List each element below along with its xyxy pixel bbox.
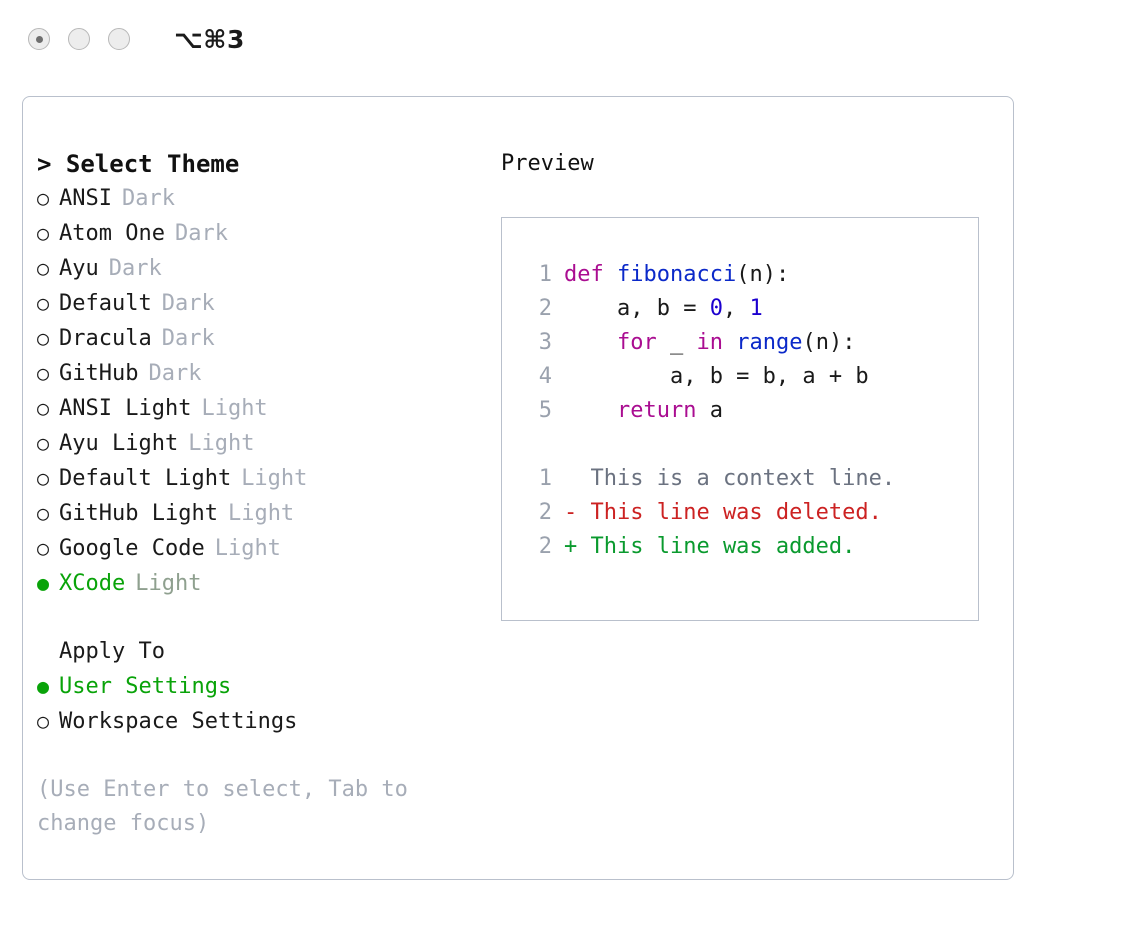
keyboard-hint: (Use Enter to select, Tab to change focus)	[37, 777, 422, 836]
code-spacer	[520, 428, 978, 462]
select-theme-heading: > Select Theme	[37, 150, 240, 178]
theme-name: ANSI	[59, 186, 112, 211]
theme-variant-tag: Dark	[108, 256, 162, 281]
theme-variant-tag: Light	[214, 536, 281, 561]
diff-sample	[520, 462, 978, 564]
code-line	[520, 292, 978, 326]
theme-list-item[interactable]	[37, 461, 487, 496]
theme-variant-tag: Light	[188, 431, 255, 456]
radio-unselected-icon: ○	[37, 256, 50, 280]
theme-variant-tag: Dark	[121, 186, 175, 211]
diff-text: This is a context line.	[564, 466, 896, 491]
theme-list-item[interactable]	[37, 531, 487, 566]
radio-unselected-icon: ○	[37, 466, 50, 490]
apply-to-option[interactable]	[37, 704, 487, 739]
radio-unselected-icon: ○	[37, 221, 50, 245]
apply-to-option[interactable]	[37, 669, 487, 704]
diff-line	[520, 462, 978, 496]
code-text: return a	[616, 398, 723, 423]
keyboard-shortcut-label: ⌥⌘3	[174, 24, 245, 54]
theme-list-item[interactable]	[37, 426, 487, 461]
radio-unselected-icon: ○	[37, 431, 50, 455]
diff-text: - This line was deleted.	[564, 500, 882, 525]
code-text: a, b = b, a + b	[564, 364, 869, 389]
radio-unselected-icon: ○	[37, 396, 50, 420]
theme-name: GitHub Light	[59, 501, 218, 526]
code-text: for _ in range(n):	[616, 330, 856, 355]
theme-variant-tag: Light	[241, 466, 308, 491]
theme-list-item[interactable]	[37, 286, 487, 321]
diff-line	[520, 496, 978, 530]
close-button[interactable]	[28, 28, 50, 50]
theme-list[interactable]	[37, 181, 487, 601]
theme-picker-panel	[22, 96, 1014, 880]
theme-name: Atom One	[59, 221, 165, 246]
radio-unselected-icon: ○	[37, 361, 50, 385]
theme-name: Default Light	[59, 466, 232, 491]
theme-variant-tag: Dark	[174, 221, 228, 246]
radio-unselected-icon: ○	[37, 186, 50, 210]
theme-name: Dracula	[59, 326, 152, 351]
theme-name: XCode	[59, 571, 126, 596]
line-number: 2	[538, 534, 552, 559]
theme-list-item[interactable]	[37, 496, 487, 531]
theme-variant-tag: Dark	[161, 326, 215, 351]
code-text: def fibonacci(n):	[564, 262, 790, 287]
theme-list-item[interactable]	[37, 356, 487, 391]
preview-heading: Preview	[501, 151, 594, 176]
line-number: 1	[538, 466, 552, 491]
code-line	[520, 258, 978, 292]
theme-list-item[interactable]	[37, 321, 487, 356]
theme-variant-tag: Light	[135, 571, 202, 596]
line-number: 2	[538, 500, 552, 525]
radio-unselected-icon: ○	[37, 291, 50, 315]
preview-box	[501, 217, 979, 621]
preview-column	[501, 147, 1001, 621]
theme-variant-tag: Light	[201, 396, 268, 421]
theme-list-item[interactable]	[37, 566, 487, 601]
close-icon	[36, 36, 43, 43]
theme-name: Ayu Light	[59, 431, 179, 456]
theme-name: Default	[59, 291, 152, 316]
zoom-button[interactable]	[108, 28, 130, 50]
line-number: 3	[538, 330, 552, 355]
theme-name: Ayu	[59, 256, 99, 281]
theme-list-item[interactable]	[37, 251, 487, 286]
radio-unselected-icon: ○	[37, 326, 50, 350]
diff-text: + This line was added.	[564, 534, 856, 559]
theme-variant-tag: Dark	[148, 361, 202, 386]
line-number: 4	[538, 364, 552, 389]
apply-to-label: Workspace Settings	[59, 709, 298, 734]
code-line	[520, 360, 978, 394]
code-sample	[520, 258, 978, 428]
radio-unselected-icon: ○	[37, 709, 50, 733]
diff-line	[520, 530, 978, 564]
apply-to-list[interactable]	[37, 669, 487, 739]
theme-selection-column	[37, 147, 487, 841]
spacer	[37, 601, 487, 635]
code-line	[520, 394, 978, 428]
apply-to-label: User Settings	[59, 674, 232, 699]
radio-selected-icon: ●	[37, 674, 50, 698]
radio-unselected-icon: ○	[37, 501, 50, 525]
apply-to-heading: Apply To	[59, 639, 165, 664]
radio-unselected-icon: ○	[37, 536, 50, 560]
code-text: a, b = 0, 1	[564, 296, 763, 321]
line-number: 2	[538, 296, 552, 321]
theme-list-item[interactable]	[37, 181, 487, 216]
theme-name: ANSI Light	[59, 396, 192, 421]
minimize-button[interactable]	[68, 28, 90, 50]
radio-selected-icon: ●	[37, 571, 50, 595]
theme-list-item[interactable]	[37, 216, 487, 251]
title-bar	[0, 0, 1140, 78]
theme-variant-tag: Dark	[161, 291, 215, 316]
line-number: 5	[538, 398, 552, 423]
theme-list-item[interactable]	[37, 391, 487, 426]
theme-name: Google Code	[59, 536, 205, 561]
theme-variant-tag: Light	[227, 501, 295, 526]
line-number: 1	[538, 262, 552, 287]
code-line	[520, 326, 978, 360]
theme-name: GitHub	[59, 361, 139, 386]
